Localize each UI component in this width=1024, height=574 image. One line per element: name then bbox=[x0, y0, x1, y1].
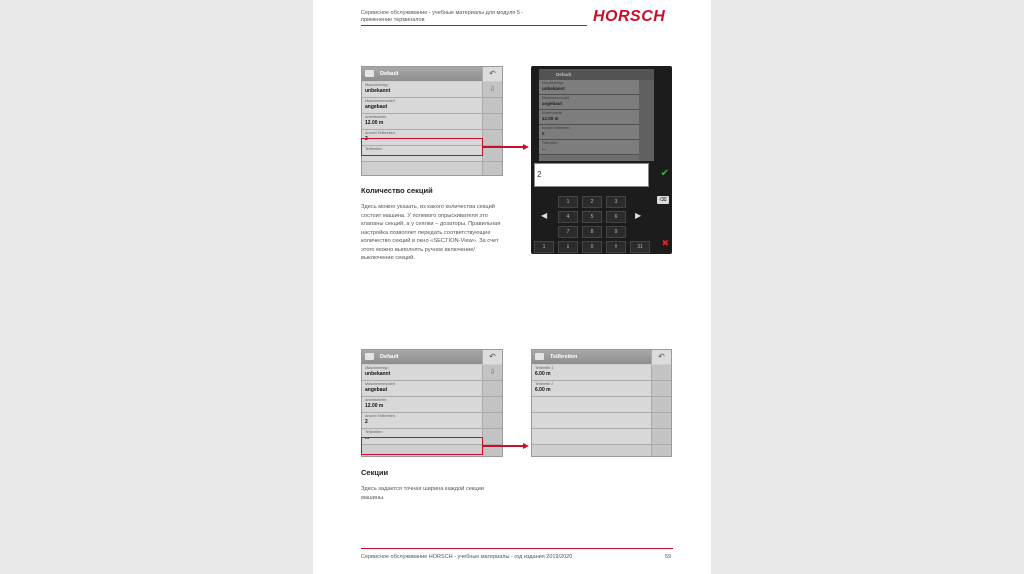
list-item[interactable]: Maschinentyp unbekannt bbox=[362, 365, 482, 381]
document-page bbox=[313, 0, 711, 574]
list-item bbox=[532, 413, 652, 429]
arrow-head-icon bbox=[523, 144, 529, 150]
key-1-bottom[interactable]: 1 bbox=[534, 241, 554, 253]
key-3[interactable]: 3 bbox=[606, 196, 626, 208]
backspace-icon[interactable]: ⌫ bbox=[657, 196, 669, 204]
softkey[interactable] bbox=[652, 381, 671, 397]
key-0[interactable]: 0 bbox=[582, 241, 602, 253]
list-item[interactable]: Maschinenmodell angebaut bbox=[362, 98, 482, 114]
key-1[interactable]: 1 bbox=[558, 196, 578, 208]
softkey[interactable] bbox=[483, 98, 502, 114]
screen-title-bar bbox=[362, 67, 502, 81]
softkey[interactable] bbox=[483, 429, 502, 445]
highlight-teilbreiten bbox=[361, 437, 483, 455]
screen-default-1 bbox=[361, 66, 503, 176]
screen-title: Default bbox=[539, 69, 654, 80]
decrement-icon[interactable]: ⇓ bbox=[558, 241, 578, 253]
softkey-bar bbox=[639, 80, 654, 161]
softkey[interactable] bbox=[483, 397, 502, 413]
download-icon[interactable]: ⇩ bbox=[483, 82, 502, 98]
header-divider bbox=[361, 25, 587, 26]
confirm-check-icon[interactable]: ✔ bbox=[660, 168, 669, 179]
page-number: 59 bbox=[665, 554, 672, 560]
key-7[interactable]: 7 bbox=[558, 226, 578, 238]
softkey[interactable] bbox=[652, 429, 671, 445]
list-item[interactable]: Teilbreiten ... bbox=[362, 429, 482, 445]
arrow-line bbox=[483, 445, 523, 447]
list-item[interactable]: Anzahl Teilbreiten 2 bbox=[362, 413, 482, 429]
dimmed-background-screen: Default Maschinentyp unbekannt Maschinenmodell angebaut Arbeitsbreite 12.00 m Anzahl Teilbreiten 2 Teilbreiten ... bbox=[539, 69, 654, 161]
softkey-bar bbox=[482, 365, 502, 456]
list-item bbox=[532, 397, 652, 413]
list-item[interactable]: Arbeitsbreite 12.00 m bbox=[362, 397, 482, 413]
section-body-2: Здесь задается точная ширина каждой секции машины. bbox=[361, 486, 484, 501]
screen-title: Default bbox=[380, 71, 399, 77]
softkey[interactable] bbox=[652, 413, 671, 429]
list-item bbox=[532, 429, 652, 445]
list-item[interactable]: Arbeitsbreite 12.00 m bbox=[362, 114, 482, 130]
increment-icon[interactable]: ⇑ bbox=[606, 241, 626, 253]
sections-list bbox=[532, 365, 652, 456]
footer-divider bbox=[361, 548, 673, 549]
arrow-head-icon bbox=[523, 443, 529, 449]
softkey-bar bbox=[482, 82, 502, 175]
screen-title-bar bbox=[362, 350, 502, 364]
screen-title: Default bbox=[380, 354, 399, 360]
key-6[interactable]: 6 bbox=[606, 211, 626, 223]
machine-icon bbox=[365, 353, 374, 360]
highlight-anzahl-teilbreiten bbox=[361, 138, 483, 156]
horsch-logo: HORSCH bbox=[593, 8, 666, 25]
keypad-terminal bbox=[531, 66, 672, 254]
section-body-1: Здесь можно указать, из какого количества секций состоит машина. У полевого опрыскивателя это клапаны секций, а у сеялки – дозаторы. Правильная настройка позволяет передать соответствующее количество секций в окно «SECTION-View». За счет этого можно выполнять ручное включение/выключение секций. bbox=[361, 204, 501, 261]
section-heading-1: Количество секций bbox=[361, 186, 433, 195]
value-input[interactable]: 2 bbox=[534, 163, 649, 187]
list-item[interactable]: Maschinentyp unbekannt bbox=[362, 82, 482, 98]
screen-teilbreiten bbox=[531, 349, 672, 457]
section-heading-2: Секции bbox=[361, 468, 389, 477]
key-5[interactable]: 5 bbox=[582, 211, 602, 223]
key-8[interactable]: 8 bbox=[582, 226, 602, 238]
header-text: Сервисное обслуживание - учебные материалы для модуля 5 - применение терминалов bbox=[361, 10, 524, 23]
key-2[interactable]: 2 bbox=[582, 196, 602, 208]
arrow-left-icon[interactable]: ◀ bbox=[541, 211, 548, 220]
softkey[interactable] bbox=[483, 381, 502, 397]
softkey[interactable] bbox=[652, 365, 671, 381]
list-item[interactable]: Maschinenmodell angebaut bbox=[362, 381, 482, 397]
footer-text: Сервисное обслуживание HORSCH - учебные материалы - год издания 2019/2020 bbox=[361, 554, 573, 560]
list-item[interactable]: Anzahl Teilbreiten 2 bbox=[362, 130, 482, 146]
softkey[interactable] bbox=[483, 114, 502, 130]
softkey[interactable] bbox=[483, 130, 502, 146]
key-31[interactable]: 31 bbox=[630, 241, 650, 253]
arrow-right-icon[interactable]: ▶ bbox=[635, 211, 642, 220]
undo-arrow-icon[interactable]: ↶ bbox=[651, 350, 671, 364]
softkey[interactable] bbox=[652, 397, 671, 413]
cancel-x-icon[interactable]: ✖ bbox=[661, 238, 669, 248]
key-4[interactable]: 4 bbox=[558, 211, 578, 223]
key-9[interactable]: 9 bbox=[606, 226, 626, 238]
list-item[interactable]: Teilbreite 1 6.00 m bbox=[532, 365, 652, 381]
settings-list bbox=[362, 82, 482, 175]
list-item[interactable]: Teilbreiten ... bbox=[362, 146, 482, 162]
download-icon[interactable]: ⇩ bbox=[483, 365, 502, 381]
undo-arrow-icon[interactable]: ↶ bbox=[482, 67, 502, 81]
arrow-line bbox=[483, 146, 523, 148]
list-item[interactable]: Teilbreite 2 6.00 m bbox=[532, 381, 652, 397]
softkey-bar bbox=[651, 365, 671, 456]
undo-arrow-icon[interactable]: ↶ bbox=[482, 350, 502, 364]
softkey[interactable] bbox=[483, 146, 502, 162]
machine-icon bbox=[365, 70, 374, 77]
screen-title: Teilbreiten bbox=[550, 354, 578, 360]
softkey[interactable] bbox=[483, 413, 502, 429]
sections-icon bbox=[535, 353, 544, 360]
